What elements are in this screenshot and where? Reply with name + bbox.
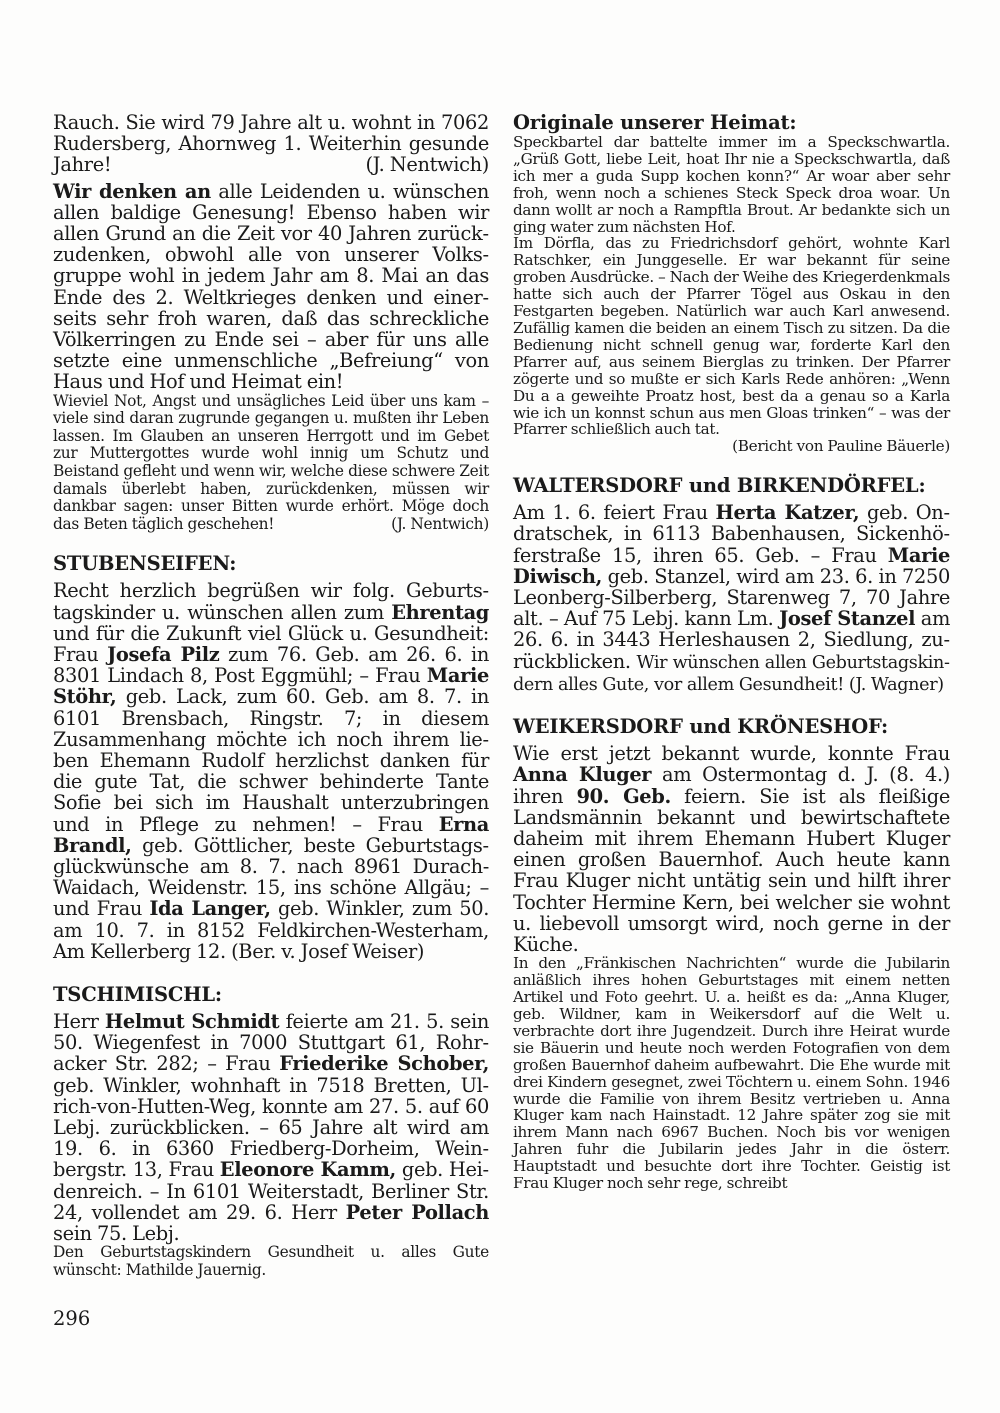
- intro-text: Rauch. Sie wird 79 Jahre alt u. wohnt in 7062 Rudersberg, Ahornweg 1. Weiterhin gesunde Jahre!: [53, 111, 489, 177]
- remembrance-paragraph: Wir denken an alle Leidenden u. wünschen allen baldige Genesung! Ebenso haben wir allen Grund an die Zeit vor 40 Jahren zurückzudenken, obwohl alle von unserer Volksgruppe wohl in jedem Jahr am 8. Mai an das Ende des 2. Weltkrieges denken und einerseits sehr froh waren, daß das schreckliche Völkerringen zu Ende sei – aber für uns alle setzte eine unmenschliche „Befreiung“ von Haus und Hof und Heimat ein!: [53, 179, 489, 394]
- waltersdorf-paragraph: Am 1. 6. feiert Frau Herta Katzer, geb. Ondratschek, in 6113 Babenhausen, Sickenhöferstraße 15, ihren 65. Geb. – Frau Marie Diwisch, geb. Stanzel, wird am 23. 6. in 7250 Leonberg-Silberberg, Starenweg 7, 70 Jahre alt. – Auf 75 Lebj. kann Lm. Josef Stanzel am 26. 6. in 3443 Herleshausen 2, Siedlung, zurückblicken. Wir wünschen allen Geburtstagskindern alles Gute, vor allem Gesundheit! (J. Wagner): [513, 501, 951, 696]
- remembrance-lead: Wir denken an: [53, 179, 211, 203]
- section-heading-stubenseifen: STUBENSEIFEN:: [53, 552, 237, 576]
- weikersdorf-paragraph: Wie erst jetzt bekannt wurde, konnte Frau Anna Kluger am Ostermontag d. J. (8. 4.) ihren 90. Geb. feiern. Sie ist als fleißige Landsmännin bekannt und bewirtschaftete daheim mit ihrem Ehemann Hubert Kluger einen großen Bauernhof. Auch heute kann Frau Kluger nicht untätig sein und hilft ihrer Tochter Hermine Kern, bei welcher sie wohnt u. liebevoll umsorgt wird, noch gerne in der Küche.: [513, 742, 950, 957]
- remembrance-small-paragraph: Wieviel Not, Angst und unsägliches Leid über uns kam – viele sind daran zugrunde gegangen u. mußten ihr Leben lassen. Im Glauben an unseren Herrgott und im Gebet zur Muttergottes wurde wohl innig um Schutz und Beistand gefleht und wenn wir, welche diese schwere Zeit damals überlebt haben, zurückdenken, müssen wir dankbar sagen: unser Bitten wurde erhört. Möge doch das Beten täglich geschehen! (J. Nentwich): [53, 391, 489, 533]
- page-number: 296: [53, 1307, 91, 1330]
- remembrance-signature: (J. Nentwich): [391, 514, 489, 533]
- left-column: [53, 112, 489, 1279]
- originale-signature: (Bericht von Pauline Bäuerle): [732, 437, 950, 456]
- section-heading-tschimischl: TSCHIMISCHL:: [53, 983, 222, 1007]
- waltersdorf-wishes: Wir wünschen allen Geburtstagskindern alles Gute, vor allem Gesundheit! (J. Wagner): [513, 652, 950, 696]
- intro-paragraph: [53, 112, 489, 176]
- section-heading-originale: Originale unserer Heimat:: [513, 111, 797, 134]
- intro-signature: (J. Nentwich): [365, 153, 489, 177]
- weikersdorf-article-excerpt: In den „Fränkischen Nachrichten“ wurde die Jubilarin anläßlich ihres hohen Geburtstages mit einem netten Artikel und Foto geehrt. U. a. heißt es da: „Anna Kluger, geb. Wildner, kam in Weikersdorf auf die Welt u. verbrachte dort ihre Jugendzeit. Durch ihre Heirat wurde sie Bäuerin und heute noch werden Fotografien von dem großen Bauernhof daheim aufbewahrt. Die Ehe wurde mit drei Kindern gesegnet, zwei Töchtern u. einem Sohn. 1946 wurde die Familie von ihrem Besitz vertrieben u. Anna Kluger kam nach Hainstadt. 12 Jahre später zog sie mit ihrem Mann nach 6967 Buchen. Noch bis vor wenigen Jahren fuhr die Jubilarin jedes Jahr in die österr. Hauptstadt und besuchte dort ihre Tochter. Geistig ist Frau Kluger noch sehr rege, schreibt: [513, 954, 950, 1193]
- stubenseifen-paragraph: Recht herzlich begrüßen wir folg. Geburtstagskinder u. wünschen allen zum Ehrentag und für die Zukunft viel Glück u. Gesundheit: Frau Josefa Pilz zum 76. Geb. am 26. 6. in 8301 Lindach 8, Post Eggmühl; – Frau Marie Stöhr, geb. Lack, zum 60. Geb. am 8. 7. in 6101 Brensbach, Ringstr. 7; in diesem Zusammenhang möchte ich noch ihrem lieben Ehemann Rudolf herzlichst danken für die gute Tat, die schwer behinderte Tante Sofie bei sich im Haushalt unterzubringen und in Pflege zu nehmen! – Frau Erna Brandl, geb. Göttlicher, beste Geburtstagsglückwünsche am 8. 7. nach 8961 Durach-Waidach, Weidenstr. 15, ins schöne Allgäu; – und Frau Ida Langer, geb. Winkler, zum 50. am 10. 7. in 8152 Feldkirchen-Westerham, Am Kellerberg 12. (Ber. v. Josef Weiser): [53, 579, 490, 963]
- tschimischl-paragraph: Herr Helmut Schmidt feierte am 21. 5. sein 50. Wiegenfest in 7000 Stuttgart 61, Rohracker Str. 282; – Frau Friederike Schober, geb. Winkler, wohnhaft in 7518 Bretten, Ulrich-von-Hutten-Weg, konnte am 27. 5. auf 60 Lebj. zurückblicken. – 65 Jahre alt wird am 19. 6. in 6360 Friedberg-Dorheim, Weinbergstr. 13, Frau Eleonore Kamm, geb. Heidenreich. – In 6101 Weiterstadt, Berliner Str. 24, vollendet am 29. 6. Herr Peter Pollach sein 75. Lebj.: [53, 1010, 489, 1246]
- tschimischl-closing: Den Geburtstagskindern Gesundheit u. alles Gute wünscht: Mathilde Jauernig.: [53, 1243, 489, 1279]
- section-heading-waltersdorf: WALTERSDORF und BIRKENDÖRFEL:: [513, 474, 926, 498]
- right-column: [513, 112, 950, 1192]
- originale-paragraph-2: Im Dörfla, das zu Friedrichsdorf gehört, wohnte Karl Ratschker, ein Junggeselle. Er war bekannt für seine groben Ausdrücke. – Nach der Weihe des Kriegerdenkmals hatte sich auch der Pfarrer Tögel aus Oskau in den Festgarten begeben. Natürlich war auch Karl anwesend. Zufällig kamen die beiden an einem Tisch zu sitzen. Da die Bedienung nicht schnell genug war, forderte Karl den Pfarrer auf, aus seinem Bierglas zu trinken. Der Pfarrer zögerte und so mußte er sich Karls Rede anhören: „Wenn Du a a geweihte Proatz host, best da a genau so a Karla wie ich un konnst schun aus men Gloas trinken“ – was der Pfarrer schließlich auch tat.: [513, 234, 950, 439]
- originale-paragraph-1: Speckbartel dar battelte immer im a Speckschwartla. „Grüß Gott, liebe Leit, hoat Ihr nie a Speckschwartla, daß ich mer a guda Supp kochen konn?“ Ar woar aber sehr froh, wenn noch a schienes Steck Speck droa woar. Un dann wollt ar noch a Rampftla Brout. Ar bedankte sich un ging water zum nächsten Hof.: [513, 133, 950, 236]
- section-heading-weikersdorf: WEIKERSDORF und KRÖNESHOF:: [513, 715, 888, 739]
